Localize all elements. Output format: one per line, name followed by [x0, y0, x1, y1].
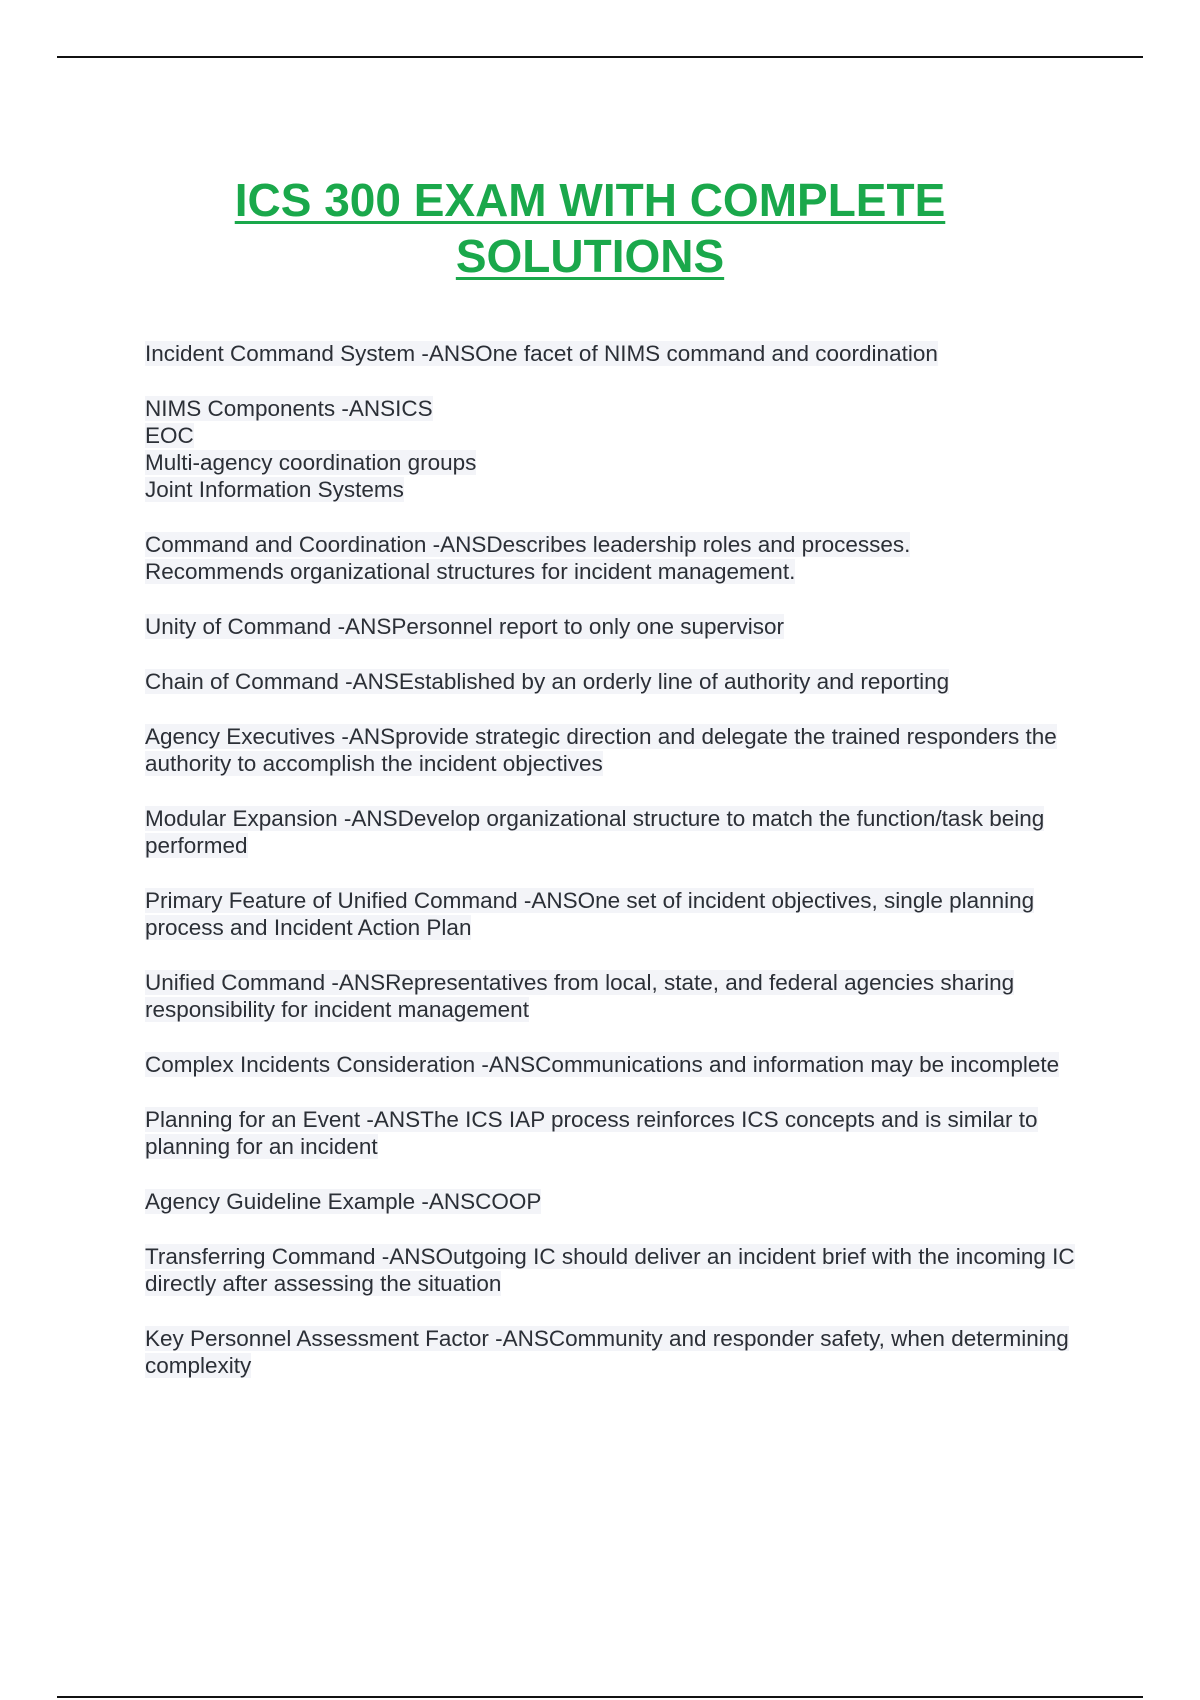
qa-entry	[145, 1051, 1095, 1078]
qa-text: Key Personnel Assessment Factor -ANSCommunity and responder safety, when determining complexity	[145, 1326, 1069, 1378]
qa-text-line: Multi-agency coordination groups	[145, 450, 477, 475]
qa-text-line: EOC	[145, 423, 194, 448]
qa-text: Modular Expansion -ANSDevelop organizational structure to match the function/task being performed	[145, 806, 1045, 858]
title-line-2: SOLUTIONS	[455, 230, 725, 282]
qa-entry	[145, 1188, 1095, 1215]
qa-text: Unified Command -ANSRepresentatives from local, state, and federal agencies sharing responsibility for incident management	[145, 970, 1015, 1022]
qa-text-line: NIMS Components -ANSICS	[145, 396, 433, 421]
qa-text: Agency Executives -ANSprovide strategic direction and delegate the trained responders the authority to accomplish the incident objectives	[145, 724, 1057, 776]
qa-text: Unity of Command -ANSPersonnel report to only one supervisor	[145, 614, 785, 639]
footer-rule	[57, 1696, 1143, 1698]
qa-entry	[145, 887, 1095, 941]
qa-text: Agency Guideline Example -ANSCOOP	[145, 1189, 542, 1214]
qa-text: Chain of Command -ANSEstablished by an orderly line of authority and reporting	[145, 669, 950, 694]
qa-text: Transferring Command -ANSOutgoing IC should deliver an incident brief with the incoming IC directly after assessing the situation	[145, 1244, 1075, 1296]
qa-text-line: Command and Coordination -ANSDescribes leadership roles and processes.	[145, 532, 911, 557]
qa-text: Incident Command System -ANSOne facet of NIMS command and coordination	[145, 341, 938, 366]
qa-text-line: Recommends organizational structures for incident management.	[145, 559, 796, 584]
qa-entry	[145, 723, 1095, 777]
qa-entry	[145, 531, 1095, 585]
qa-entry	[145, 613, 1095, 640]
qa-entry	[145, 668, 1095, 695]
qa-entry	[145, 1106, 1095, 1160]
qa-entry	[145, 805, 1095, 859]
qa-entry	[145, 340, 1095, 367]
qa-entry	[145, 1243, 1095, 1297]
qa-entry	[145, 1325, 1095, 1379]
qa-text: Complex Incidents Consideration -ANSCommunications and information may be incomplete	[145, 1052, 1060, 1077]
header-rule	[57, 56, 1143, 58]
qa-list	[145, 340, 1095, 1407]
qa-entry	[145, 969, 1095, 1023]
qa-entry	[145, 395, 1095, 503]
qa-text-line: Joint Information Systems	[145, 477, 404, 502]
qa-text: Planning for an Event -ANSThe ICS IAP process reinforces ICS concepts and is similar to planning for an incident	[145, 1107, 1038, 1159]
title-line-1: ICS 300 EXAM WITH COMPLETE	[234, 174, 946, 226]
document-title	[140, 172, 1040, 284]
qa-text: Primary Feature of Unified Command -ANSOne set of incident objectives, single planning process and Incident Action Plan	[145, 888, 1035, 940]
